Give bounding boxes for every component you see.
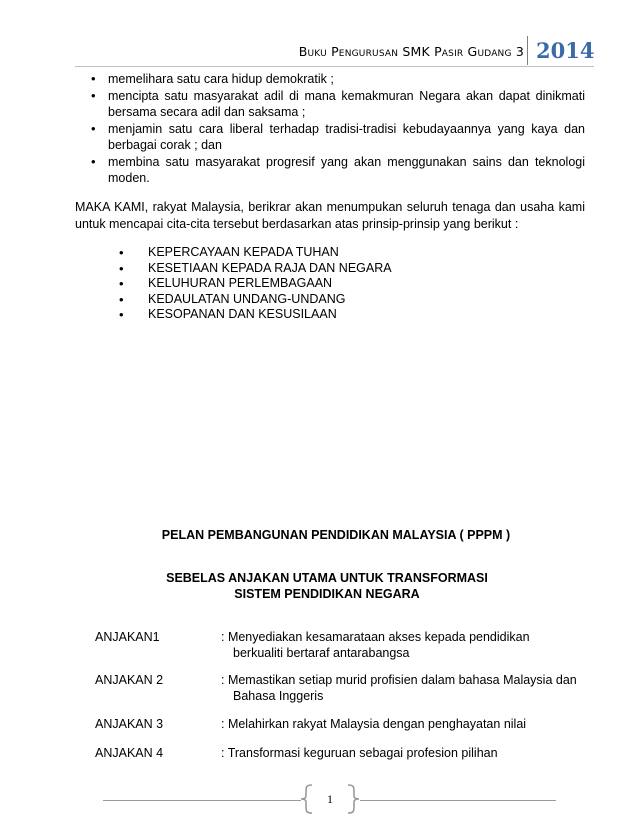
left-brace-icon xyxy=(300,784,314,814)
list-item: • KEDAULATAN UNDANG-UNDANG xyxy=(115,292,392,308)
list-item: • KESETIAAN KEPADA RAJA DAN NEGARA xyxy=(115,261,392,277)
list-item: • KELUHURAN PERLEMBAGAAN xyxy=(115,276,392,292)
anjakan-desc xyxy=(221,630,591,661)
goals-list xyxy=(75,71,585,187)
header-year: 2014 xyxy=(536,38,595,63)
anjakan-desc-line: : Menyediakan kesamarataan akses kepada pendidikan xyxy=(221,630,530,644)
anjakan-desc-line: : Melahirkan rakyat Malaysia dengan penghayatan nilai xyxy=(221,717,527,731)
list-item: • KESOPANAN DAN KESUSILAAN xyxy=(115,307,392,323)
list-item: • membina satu masyarakat progresif yang akan menggunakan sains dan teknologi moden. xyxy=(75,154,585,187)
pledge-paragraph: MAKA KAMI, rakyat Malaysia, berikrar akan menumpukan seluruh tenaga dan usaha kami untuk mencapai cita-cita tersebut berdasarkan atas prinsip-prinsip yang berikut : xyxy=(75,200,585,231)
anjakan-desc xyxy=(221,717,591,733)
page-number: 1 xyxy=(327,792,333,806)
anjakan-label: ANJAKAN 4 xyxy=(95,746,164,760)
anjakan-heading-line2: SISTEM PENDIDIKAN NEGARA xyxy=(234,586,420,601)
footer-rule-right xyxy=(360,800,556,801)
anjakan-label: ANJAKAN 3 xyxy=(95,717,164,731)
list-item: • KEPERCAYAAN KEPADA TUHAN xyxy=(115,245,392,261)
principles-list xyxy=(115,245,392,323)
list-item: • memelihara satu cara hidup demokratik ; xyxy=(75,71,585,88)
right-brace-icon xyxy=(346,784,360,814)
anjakan-desc-line: Bahasa Inggeris xyxy=(233,688,324,703)
anjakan-desc xyxy=(221,673,591,704)
anjakan-heading xyxy=(8,571,638,602)
anjakan-label: ANJAKAN1 xyxy=(95,630,160,644)
anjakan-desc xyxy=(221,746,591,762)
pppm-heading: PELAN PEMBANGUNAN PENDIDIKAN MALAYSIA ( PPPM ) xyxy=(161,528,511,542)
anjakan-heading-line1: SEBELAS ANJAKAN UTAMA UNTUK TRANSFORMASI xyxy=(166,571,488,585)
list-item: • mencipta satu masyarakat adil di mana kemakmuran Negara akan dapat dinikmati bersama secara adil dan saksama ; xyxy=(75,88,585,121)
anjakan-desc-line: : Memastikan setiap murid profisien dalam bahasa Malaysia dan xyxy=(221,673,577,687)
header-separator xyxy=(527,36,528,65)
footer-rule-left xyxy=(103,800,301,801)
header-title: Buku Pengurusan SMK Pasir Gudang 3 xyxy=(298,44,524,59)
anjakan-label: ANJAKAN 2 xyxy=(95,673,164,687)
anjakan-desc-line: : Transformasi keguruan sebagai profesion pilihan xyxy=(221,746,498,760)
header-rule xyxy=(75,66,594,67)
list-item: • menjamin satu cara liberal terhadap tradisi-tradisi kebudayaannya yang kaya dan berbagai corak ; dan xyxy=(75,121,585,154)
anjakan-desc-line: berkualiti bertaraf antarabangsa xyxy=(233,645,410,660)
